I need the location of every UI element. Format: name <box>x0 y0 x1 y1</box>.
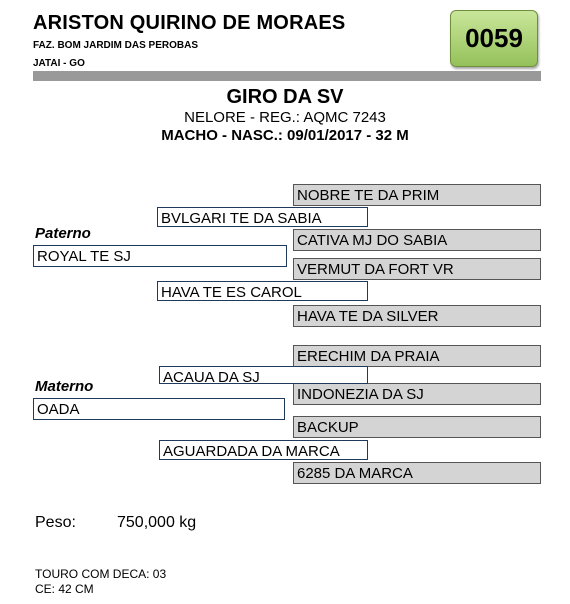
deca-info: TOURO COM DECA: 03 <box>35 567 167 581</box>
pedigree-ggp-5: ERECHIM DA PRAIA <box>293 345 541 367</box>
pedigree-ggp-8: 6285 DA MARCA <box>293 462 541 484</box>
pedigree-ggp-6: INDONEZIA DA SJ <box>293 383 541 405</box>
pedigree-sire-sire: BVLGARI TE DA SABIA <box>157 207 368 227</box>
pedigree-dam-dam: AGUARDADA DA MARCA <box>159 440 368 460</box>
pedigree-sire-dam: HAVA TE ES CAROL <box>157 281 368 301</box>
pedigree-ggp-7: BACKUP <box>293 416 541 438</box>
pedigree-ggp-1: NOBRE TE DA PRIM <box>293 184 541 206</box>
ce-info: CE: 42 CM <box>35 582 94 596</box>
breed-registration: NELORE - REG.: AQMC 7243 <box>184 109 386 126</box>
lot-number-badge: 0059 <box>450 10 538 67</box>
pedigree-dam-sire: ACAUA DA SJ <box>159 366 368 384</box>
pedigree-ggp-4: HAVA TE DA SILVER <box>293 305 541 327</box>
city: JATAI - GO <box>33 58 85 69</box>
pedigree-ggp-3: VERMUT DA FORT VR <box>293 258 541 280</box>
owner-name: ARISTON QUIRINO DE MORAES <box>33 12 346 34</box>
farm-name: FAZ. BOM JARDIM DAS PEROBAS <box>33 40 199 51</box>
paternal-label: Paterno <box>35 225 91 242</box>
sex-birthdate: MACHO - NASC.: 09/01/2017 - 32 M <box>161 127 409 144</box>
weight-label: Peso: <box>35 514 76 531</box>
header-divider <box>33 71 541 81</box>
animal-name: GIRO DA SV <box>226 86 344 108</box>
pedigree-ggp-2: CATIVA MJ DO SABIA <box>293 229 541 251</box>
maternal-label: Materno <box>35 378 94 395</box>
pedigree-sire: ROYAL TE SJ <box>33 245 287 267</box>
weight-value: 750,000 kg <box>117 514 197 531</box>
pedigree-dam: OADA <box>33 398 285 420</box>
